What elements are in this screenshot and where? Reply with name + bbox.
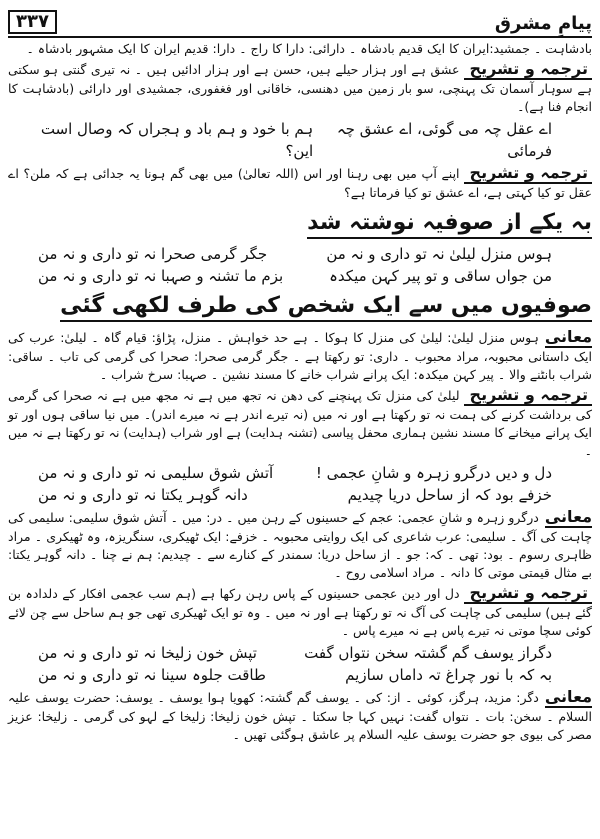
verse-line: من جواں ساقی و تو پیر کہن میکدہ [329, 267, 552, 285]
verse-line: بزم ما تشنہ و صہبا نہ تو داری و نہ من [38, 267, 284, 285]
verse-line: تپش خون زلیخا نہ تو داری و نہ من [38, 644, 257, 662]
verse-line: بہ کہ با نور چراغ تہ داماں سازیم [345, 666, 552, 684]
page-number: ۳۳۷ [8, 10, 57, 34]
verse-line: اے عقل چہ می گوئی، اے عشق چہ فرمائی [336, 120, 552, 160]
paragraph-6 [8, 508, 592, 582]
translation-label: ترجمہ و تشریح [464, 584, 592, 604]
paragraph-6-text: درگرو زہرہ و شانِ عجمی: عجم کے حسینوں کے رہن میں ۔ در: میں ۔ آتش شوق سلیمی: سلیمی کی چاہت کی آگ ۔ سلیمی: عرب شاعری کی ایک روایتی محبوبہ ۔ خزفے: ایک ٹھیکری، سنگریزہ، وہ ٹھیکری ۔ مراد ظاہری رسوم ۔ بود: تھی ۔ کہ: جو ۔ از ساحل دریا: سمندر کے کنارے سے ۔ چیدیم: ہم نے چنا ۔ دانہ گوہر یکتا: بے مثال قیمتی موتی کا دانہ ۔ مراد اسلامی روح ۔ [8, 510, 592, 580]
translation-label: ترجمہ و تشریح [464, 386, 592, 406]
verse-line: دگراز یوسف گم گشتہ سخن نتواں گفت [304, 644, 552, 662]
verse-1 [8, 118, 592, 162]
paragraph-2 [8, 60, 592, 116]
couplet [8, 484, 592, 506]
translation-label: ترجمہ و تشریح [464, 60, 592, 80]
paragraph-3 [8, 164, 592, 202]
couplet [8, 265, 592, 287]
couplet [8, 664, 592, 686]
page [8, 8, 592, 823]
translation-label: ترجمہ و تشریح [464, 164, 592, 184]
paragraph-2-text: عشق ہے اور ہزار حیلے ہیں، حسن ہے اور ہزار ادائیں ہیں ۔ نہ تیری گنتی ہو سکتی ہے سوہار آسمان تک پہنچی، سو بار زمین میں دھنسی، خاقانی اور فغفوری، جمشیدی اور دارائی (بادشاہت کا انجام فنا ہے)۔ [8, 62, 592, 114]
paragraph-3-text: اپنے آپ میں بھی رہنا اور اس (اللہ تعالیٰ) میں بھی گم ہونا یہ جدائی ہے کہ ملن؟ اے عقل تو کیا کہتی ہے، اے عشق تو کیا فرماتا ہے؟ [8, 166, 592, 200]
page-header [8, 8, 592, 38]
paragraph-1: بادشاہت ۔ جمشید:ایران کا ایک قدیم بادشاہ ۔ دارائی: دارا کا راج ۔ دارا: قدیم ایران کا ایک مشہور بادشاہ ۔ [26, 41, 592, 56]
couplet [8, 642, 592, 664]
meanings-label: معانی [544, 327, 592, 346]
paragraph-5 [8, 386, 592, 460]
paragraph-8 [8, 688, 592, 744]
verse-line: ہم با خود و ہم باد و ہجراں کہ وصال است این؟ [40, 120, 314, 160]
verse-line: ہوس منزل لیلیٰ نہ تو داری و نہ من [326, 245, 552, 263]
paragraph-7-text: دل اور دین عجمی حسینوں کے پاس رہن رکھا ہے (ہم سب عجمی افکار کے دلدادہ بن گئے ہیں) سلیمی کی چاہت کی آگ نہ تو رکھتا ہے اور نہ میں ۔ وہ تو ایک ٹھیکری تھی جو ہم ساحل سے چن لائے کوئی سچا موتی نہ تیرے پاس ہے نہ میرے پاس ۔ [8, 586, 592, 638]
meanings-label: معانی [544, 687, 592, 706]
verse-line: طاقت جلوہ سینا نہ تو داری و نہ من [38, 666, 266, 684]
meanings-label: معانی [544, 507, 592, 526]
verse-line: جگر گرمی صحرا نہ تو داری و نہ من [38, 245, 268, 263]
paragraph-4-text: ہوس منزل لیلیٰ: لیلیٰ کی منزل کا ہوکا ۔ ہے حد خواہش ۔ منزل، پڑاؤ: قیام گاہ ۔ لیلیٰ: عرب کی ایک داستانی محبوبہ، مراد محبوب ۔ داری: تو رکھتا ہے ۔ جگر گرمی صحرا: صحرا کی گرمی کی تاب ۔ ساقی: شراب بانٹنے والا ۔ پیر کہن میکدہ: ایک پرانے شراب خانے کا مسند نشین ۔ صہبا: سرخ شراب ۔ [8, 330, 592, 382]
book-title: پیامِ مشرق [494, 13, 592, 34]
paragraph-4 [8, 328, 592, 384]
verse-line: دانہ گوہر یکتا نہ تو داری و نہ من [38, 486, 248, 504]
couplet [8, 243, 592, 265]
paragraph-8-text: دگر: مزید، ہرگز، کوئی ۔ از: کی ۔ یوسف گم گشتہ: کھویا ہوا یوسف ۔ یوسف: حضرت یوسف علیہ السلام ۔ سخن: بات ۔ نتواں گفت: نہیں کہا جا سکتا ۔ تپش خون زلیخا: زلیخا کے لہو کی گرمی ۔ زلیخا: عزیز مصر کی بیوی جو حضرت یوسف علیہ السلام پر عاشق ہوگئی تھیں ۔ [8, 690, 592, 742]
verse-line: خزفے بود کہ از ساحل دریا چیدیم [347, 486, 552, 504]
verse-line: دل و دیں درگرو زہرہ و شانِ عجمی ! [315, 464, 552, 482]
section-heading-persian: بہ یکے از صوفیہ نوشتہ شد [307, 210, 592, 239]
couplet [8, 462, 592, 484]
verse-line: آتش شوق سلیمی نہ تو داری و نہ من [38, 464, 274, 482]
paragraph-5-text: لیلیٰ کی منزل تک پہنچنے کی دھن نہ تجھ میں ہے نہ مجھ میں ہے نہ صحرا کی گرمی کی برداشت کرنے کی ہمت نہ تو رکھتا ہے اور نہ میں (نہ تیرے اندر ہے نہ میرے اندر)۔ میں نیا ساقی ہوں اور تو ایک پرانے میخانے کا مسند نشین ہماری محفل پیاسی (تشنہ ہدایت) ہے اور شراب (ہدایت) نہ تو رکھتا ہے نہ میں ۔ [8, 388, 592, 458]
section-heading-urdu: صوفیوں میں سے ایک شخص کی طرف لکھی گئی [60, 293, 592, 322]
paragraph-7 [8, 584, 592, 640]
